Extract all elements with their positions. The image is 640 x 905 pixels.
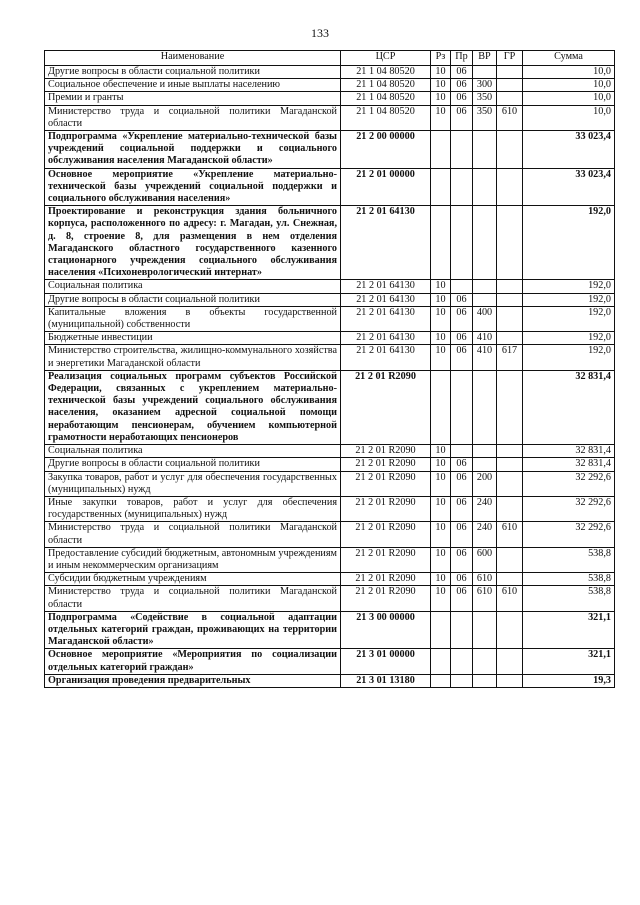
cell-gr (497, 573, 523, 586)
cell-pr: 06 (451, 332, 473, 345)
cell-vr (473, 674, 497, 687)
header-gr: ГР (497, 51, 523, 66)
cell-sum: 321,1 (523, 649, 615, 674)
cell-vr: 350 (473, 92, 497, 105)
cell-gr: 610 (497, 522, 523, 547)
cell-name: Другие вопросы в области социальной политики (45, 293, 341, 306)
cell-pr (451, 611, 473, 649)
cell-rz (431, 168, 451, 206)
table-body (45, 66, 615, 688)
cell-rz: 10 (431, 92, 451, 105)
cell-sum: 32 831,4 (523, 445, 615, 458)
cell-name: Премии и гранты (45, 92, 341, 105)
cell-name: Капитальные вложения в объекты государственной (муниципальной) собственности (45, 306, 341, 331)
cell-pr: 06 (451, 458, 473, 471)
cell-pr (451, 649, 473, 674)
cell-sum: 192,0 (523, 280, 615, 293)
cell-csr: 21 3 01 00000 (341, 649, 431, 674)
cell-sum: 19,3 (523, 674, 615, 687)
cell-vr: 300 (473, 79, 497, 92)
cell-vr (473, 168, 497, 206)
cell-sum: 32 292,6 (523, 471, 615, 496)
cell-rz: 10 (431, 471, 451, 496)
cell-csr: 21 2 01 64130 (341, 206, 431, 280)
cell-sum: 10,0 (523, 105, 615, 130)
cell-name: Предоставление субсидий бюджетным, автономным учреждениям и иным некоммерческим организациям (45, 547, 341, 572)
cell-gr (497, 458, 523, 471)
table-row (45, 79, 615, 92)
cell-vr: 240 (473, 496, 497, 521)
cell-vr (473, 66, 497, 79)
cell-pr: 06 (451, 306, 473, 331)
cell-rz: 10 (431, 445, 451, 458)
cell-name: Подпрограмма «Укрепление материально-технической базы учреждений социальной поддержки и социального обслуживания населения Магаданской области» (45, 131, 341, 169)
table-row (45, 674, 615, 687)
cell-sum: 321,1 (523, 611, 615, 649)
cell-gr (497, 547, 523, 572)
cell-pr: 06 (451, 105, 473, 130)
cell-pr: 06 (451, 92, 473, 105)
cell-name: Социальное обеспечение и иные выплаты населению (45, 79, 341, 92)
cell-pr: 06 (451, 496, 473, 521)
table-row (45, 293, 615, 306)
table-row (45, 280, 615, 293)
cell-pr (451, 131, 473, 169)
cell-vr (473, 611, 497, 649)
cell-rz: 10 (431, 496, 451, 521)
cell-vr: 240 (473, 522, 497, 547)
cell-gr (497, 674, 523, 687)
cell-pr (451, 280, 473, 293)
cell-vr (473, 458, 497, 471)
cell-gr (497, 206, 523, 280)
cell-sum: 192,0 (523, 293, 615, 306)
table-header-row (45, 51, 615, 66)
cell-name: Министерство труда и социальной политики Магаданской области (45, 522, 341, 547)
cell-rz (431, 131, 451, 169)
table-row (45, 573, 615, 586)
cell-name: Другие вопросы в области социальной политики (45, 458, 341, 471)
cell-pr: 06 (451, 79, 473, 92)
cell-csr: 21 1 04 80520 (341, 92, 431, 105)
cell-gr (497, 471, 523, 496)
cell-rz: 10 (431, 66, 451, 79)
cell-rz: 10 (431, 345, 451, 370)
cell-pr: 06 (451, 522, 473, 547)
cell-gr (497, 79, 523, 92)
cell-csr: 21 2 01 64130 (341, 280, 431, 293)
cell-csr: 21 1 04 80520 (341, 105, 431, 130)
cell-gr (497, 370, 523, 444)
cell-pr: 06 (451, 471, 473, 496)
table-row (45, 370, 615, 444)
cell-sum: 10,0 (523, 79, 615, 92)
cell-csr: 21 2 01 R2090 (341, 471, 431, 496)
cell-name: Другие вопросы в области социальной политики (45, 66, 341, 79)
cell-pr (451, 206, 473, 280)
cell-name: Субсидии бюджетным учреждениям (45, 573, 341, 586)
cell-rz: 10 (431, 79, 451, 92)
table-row (45, 66, 615, 79)
cell-gr (497, 92, 523, 105)
cell-rz: 10 (431, 547, 451, 572)
cell-sum: 33 023,4 (523, 168, 615, 206)
header-sum: Сумма (523, 51, 615, 66)
cell-csr: 21 2 01 R2090 (341, 522, 431, 547)
cell-gr (497, 496, 523, 521)
cell-csr: 21 2 01 64130 (341, 293, 431, 306)
cell-sum: 538,8 (523, 586, 615, 611)
cell-vr: 610 (473, 586, 497, 611)
cell-sum: 33 023,4 (523, 131, 615, 169)
budget-table (44, 50, 615, 688)
cell-csr: 21 2 01 R2090 (341, 458, 431, 471)
cell-gr (497, 445, 523, 458)
cell-sum: 10,0 (523, 92, 615, 105)
cell-csr: 21 3 01 13180 (341, 674, 431, 687)
cell-gr (497, 168, 523, 206)
table-row (45, 471, 615, 496)
cell-csr: 21 2 00 00000 (341, 131, 431, 169)
cell-pr (451, 445, 473, 458)
cell-name: Министерство труда и социальной политики Магаданской области (45, 586, 341, 611)
cell-rz (431, 674, 451, 687)
cell-gr (497, 280, 523, 293)
cell-csr: 21 3 00 00000 (341, 611, 431, 649)
cell-vr: 410 (473, 332, 497, 345)
cell-rz: 10 (431, 306, 451, 331)
cell-pr: 06 (451, 345, 473, 370)
cell-gr: 610 (497, 586, 523, 611)
cell-pr: 06 (451, 293, 473, 306)
cell-rz: 10 (431, 332, 451, 345)
cell-name: Реализация социальных программ субъектов Российской Федерации, связанных с укреплением материально-технической базы учреждений социального обслуживания населения, оказанием адресной социальной помощи неработающим пенсионерам, обучением компьютерной грамотности неработающих пенсионеров (45, 370, 341, 444)
cell-sum: 32 831,4 (523, 370, 615, 444)
table-row (45, 611, 615, 649)
cell-gr (497, 306, 523, 331)
table-row (45, 445, 615, 458)
cell-name: Организация проведения предварительных (45, 674, 341, 687)
cell-vr: 400 (473, 306, 497, 331)
cell-vr (473, 445, 497, 458)
cell-gr (497, 293, 523, 306)
table-row (45, 496, 615, 521)
cell-csr: 21 2 01 64130 (341, 332, 431, 345)
cell-rz: 10 (431, 522, 451, 547)
cell-vr (473, 206, 497, 280)
cell-name: Иные закупки товаров, работ и услуг для обеспечения государственных (муниципальных) нужд (45, 496, 341, 521)
cell-pr: 06 (451, 547, 473, 572)
table-row (45, 131, 615, 169)
header-name: Наименование (45, 51, 341, 66)
cell-gr: 610 (497, 105, 523, 130)
cell-vr (473, 280, 497, 293)
cell-sum: 192,0 (523, 306, 615, 331)
cell-sum: 32 292,6 (523, 522, 615, 547)
cell-csr: 21 1 04 80520 (341, 79, 431, 92)
table-row (45, 306, 615, 331)
cell-name: Бюджетные инвестиции (45, 332, 341, 345)
cell-sum: 10,0 (523, 66, 615, 79)
cell-vr: 600 (473, 547, 497, 572)
cell-name: Социальная политика (45, 445, 341, 458)
cell-csr: 21 2 01 R2090 (341, 573, 431, 586)
cell-vr (473, 293, 497, 306)
cell-rz (431, 370, 451, 444)
cell-sum: 32 292,6 (523, 496, 615, 521)
cell-pr: 06 (451, 66, 473, 79)
table-row (45, 92, 615, 105)
cell-sum: 192,0 (523, 345, 615, 370)
cell-sum: 192,0 (523, 206, 615, 280)
table-row (45, 649, 615, 674)
cell-rz: 10 (431, 105, 451, 130)
cell-csr: 21 2 01 R2090 (341, 445, 431, 458)
cell-rz: 10 (431, 280, 451, 293)
cell-rz: 10 (431, 293, 451, 306)
cell-sum: 538,8 (523, 573, 615, 586)
cell-pr (451, 674, 473, 687)
cell-name: Основное мероприятие «Укрепление материально-технической базы учреждений социальной поддержки и социального обслуживания населения» (45, 168, 341, 206)
cell-gr (497, 131, 523, 169)
cell-sum: 32 831,4 (523, 458, 615, 471)
cell-name: Подпрограмма «Содействие в социальной адаптации отдельных категорий граждан, проживающих на территории Магаданской области» (45, 611, 341, 649)
cell-csr: 21 2 01 R2090 (341, 496, 431, 521)
cell-pr (451, 168, 473, 206)
table-row (45, 522, 615, 547)
cell-vr: 610 (473, 573, 497, 586)
cell-name: Министерство труда и социальной политики Магаданской области (45, 105, 341, 130)
cell-name: Проектирование и реконструкция здания больничного корпуса, расположенного по адресу: г. Магадан, ул. Снежная, д. 8, строение 8, для размещения в нем отделения Магаданского областного государственного казенного стационарного учреждения социального обслуживания населения «Психоневрологический интернат» (45, 206, 341, 280)
table-row (45, 586, 615, 611)
cell-csr: 21 1 04 80520 (341, 66, 431, 79)
cell-name: Министерство строительства, жилищно-коммунального хозяйства и энергетики Магаданской области (45, 345, 341, 370)
cell-sum: 538,8 (523, 547, 615, 572)
cell-vr (473, 131, 497, 169)
header-vr: ВР (473, 51, 497, 66)
table-row (45, 458, 615, 471)
cell-name: Социальная политика (45, 280, 341, 293)
cell-csr: 21 2 01 00000 (341, 168, 431, 206)
cell-pr: 06 (451, 573, 473, 586)
table-row (45, 345, 615, 370)
header-pr: Пр (451, 51, 473, 66)
cell-csr: 21 2 01 64130 (341, 345, 431, 370)
cell-gr (497, 66, 523, 79)
cell-sum: 192,0 (523, 332, 615, 345)
page-number: 133 (311, 26, 329, 40)
table-row (45, 206, 615, 280)
cell-vr: 350 (473, 105, 497, 130)
cell-vr: 200 (473, 471, 497, 496)
table-row (45, 168, 615, 206)
cell-gr (497, 611, 523, 649)
cell-gr (497, 649, 523, 674)
header-csr: ЦСР (341, 51, 431, 66)
cell-csr: 21 2 01 R2090 (341, 547, 431, 572)
table-row (45, 547, 615, 572)
cell-vr (473, 649, 497, 674)
cell-rz: 10 (431, 458, 451, 471)
cell-gr (497, 332, 523, 345)
cell-csr: 21 2 01 R2090 (341, 370, 431, 444)
cell-pr (451, 370, 473, 444)
cell-pr: 06 (451, 586, 473, 611)
cell-rz (431, 649, 451, 674)
cell-rz: 10 (431, 586, 451, 611)
cell-gr: 617 (497, 345, 523, 370)
table-row (45, 105, 615, 130)
cell-rz (431, 206, 451, 280)
cell-rz: 10 (431, 573, 451, 586)
cell-vr (473, 370, 497, 444)
cell-vr: 410 (473, 345, 497, 370)
cell-csr: 21 2 01 64130 (341, 306, 431, 331)
cell-rz (431, 611, 451, 649)
cell-csr: 21 2 01 R2090 (341, 586, 431, 611)
cell-name: Основное мероприятие «Мероприятия по социализации отдельных категорий граждан» (45, 649, 341, 674)
cell-name: Закупка товаров, работ и услуг для обеспечения государственных (муниципальных) нужд (45, 471, 341, 496)
table-row (45, 332, 615, 345)
header-rz: Рз (431, 51, 451, 66)
